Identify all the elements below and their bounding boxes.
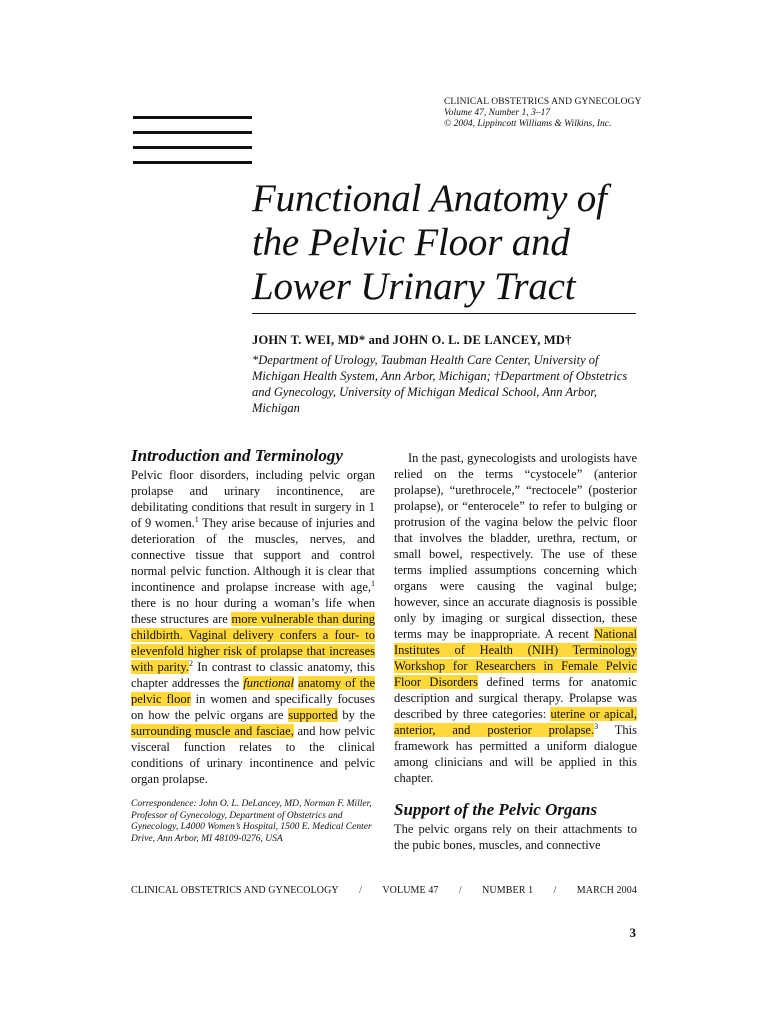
title-line: the Pelvic Floor and — [252, 221, 570, 264]
decorative-rule — [133, 116, 252, 119]
highlight[interactable]: more vulnerable than during childbirth. Vaginal delivery confers a four- to elevenfold higher risk of prolapse that increases with parity. — [131, 612, 375, 674]
highlight[interactable]: National Institutes of Health (NIH) Terminology Workshop for Researchers in Female Pelvic Floor Disorders — [394, 627, 637, 689]
terminology-paragraph — [394, 450, 637, 786]
footer-separator: / — [458, 885, 462, 896]
left-column — [131, 446, 375, 845]
highlight[interactable]: uterine or apical, anterior, and posterior prolapse. — [394, 707, 637, 737]
article-affiliation: *Department of Urology, Taubman Health Care Center, University of Michigan Health System, Ann Arbor, Michigan; †Department of Obstetrics and Gynecology, University of Michigan Medical School, Ann Arbor, Michigan — [252, 353, 628, 415]
text-run: and how pelvic visceral function relates to the clinical conditions of urinary incontinence and pelvic organ prolapse. — [131, 724, 375, 786]
journal-copyright: © 2004, Lippincott Williams & Wilkins, Inc. — [444, 119, 612, 129]
support-paragraph: The pelvic organs rely on their attachments to the pubic bones, muscles, and connective — [394, 822, 637, 852]
section-heading-introduction: Introduction and Terminology — [131, 446, 343, 465]
text-run: In contrast to classic anatomy, this chapter addresses the — [131, 660, 375, 690]
journal-volume: Volume 47, Number 1, 3–17 — [444, 108, 551, 118]
footer-separator: / — [359, 885, 362, 896]
text-run: This framework has permitted a uniform dialogue among clinicians and will be applied in this chapter. — [394, 723, 637, 785]
page-footer — [131, 885, 637, 896]
footer-separator: / — [553, 885, 557, 896]
citation-ref: 1 — [371, 578, 375, 588]
decorative-rule — [133, 161, 252, 164]
journal-name: CLINICAL OBSTETRICS AND GYNECOLOGY — [444, 97, 642, 107]
page-number: 3 — [629, 925, 636, 940]
right-column — [394, 450, 637, 853]
citation-ref: 2 — [188, 658, 193, 668]
decorative-rules — [133, 116, 252, 176]
text-run: Pelvic floor disorders, including pelvic organ prolapse and urinary incontinence, are debilitating conditions that result in surgery in 1 of 9 women. — [131, 468, 375, 530]
italic-term: functional — [243, 676, 294, 690]
footer-volume: VOLUME 47 — [382, 885, 439, 896]
text-run: In the past, gynecologists and urologists have relied on the terms “cystocele” (anterior prolapse), “urethrocele,” “rectocele” (posterior prolapse), or “enterocele” to refer to bulging or protrusion of the vagina below the pelvic floor that involves the bladder, urethra, rectum, or small bowel, respectively. The use of these terms implied assumptions concerning which organs were causing the vaginal bulge; however, since an accurate diagnosis is possible only by imaging or surgical dissection, these terms may be inappropriate. A recent — [394, 451, 637, 641]
text-run: by the — [337, 708, 375, 722]
title-line: Lower Urinary Tract — [252, 265, 576, 308]
footer-number: NUMBER 1 — [482, 885, 534, 896]
footer-date: MARCH 2004 — [576, 885, 637, 896]
title-line: Functional Anatomy of — [252, 177, 607, 220]
decorative-rule — [133, 146, 252, 149]
highlight[interactable]: surrounding muscle and fasciae, — [131, 724, 294, 738]
section-heading-support: Support of the Pelvic Organs — [394, 800, 598, 819]
highlight[interactable]: supported — [288, 708, 338, 722]
footer-journal: CLINICAL OBSTETRICS AND GYNECOLOGY — [131, 885, 339, 896]
journal-header — [444, 97, 744, 130]
citation-ref: 3 — [594, 721, 599, 731]
citation-ref: 1 — [194, 514, 199, 524]
text-run: there is no hour during a woman’s life when these structures are — [131, 596, 375, 626]
article-title — [252, 177, 652, 309]
highlight[interactable]: anatomy of the pelvic floor — [131, 676, 376, 706]
decorative-rule — [133, 131, 252, 134]
correspondence-note: Correspondence: John O. L. DeLancey, MD, Norman F. Miller, Professor of Gynecology, Department of Obstetrics and Gynecology, L4000 Women’s Hospital, 1500 E. Medical Center Drive, Ann Arbor, MI 48109-0276, USA — [131, 799, 372, 844]
text-run: in women and specifically focuses on how the pelvic organs are — [131, 692, 376, 722]
text-run: They arise because of injuries and deterioration of the muscles, nerves, and connective tissue that support and control normal pelvic function. Although it is clear that incontinence and prolapse increase with age, — [131, 516, 375, 594]
article-authors: JOHN T. WEI, MD* and JOHN O. L. DE LANCEY, MD† — [252, 333, 572, 347]
text-run: defined terms for anatomic description and surgical therapy. Prolapse was described by three categories: — [394, 675, 637, 721]
highlight[interactable] — [243, 676, 294, 690]
intro-paragraph — [131, 467, 375, 787]
title-rule — [252, 313, 636, 314]
